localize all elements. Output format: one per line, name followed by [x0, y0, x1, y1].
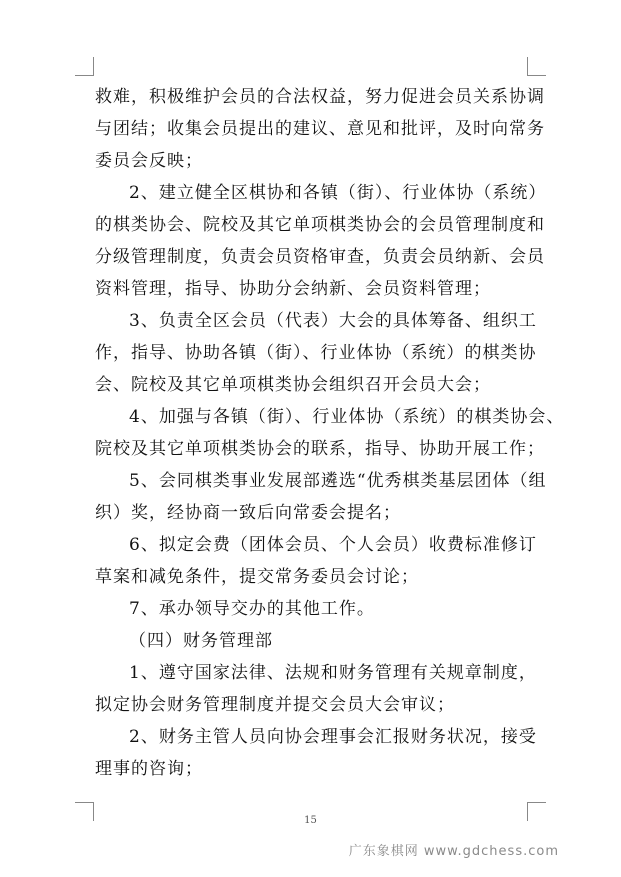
body-text: [95, 81, 565, 785]
text-line: 5、会同棋类事业发展部遴选“优秀棋类基层团体（组: [129, 471, 547, 491]
text-line: 作，指导、协助各镇（街）、行业体协（系统）的棋类协: [95, 343, 537, 363]
text-line: 6、拟定会费（团体会员、个人会员）收费标准修订: [129, 535, 537, 555]
crop-mark-top-left: [75, 57, 94, 76]
page-number: 15: [304, 815, 317, 826]
text-line: 拟定协会财务管理制度并提交会员大会审议；: [95, 695, 455, 715]
text-line: 与团结；收集会员提出的建议、意见和批评，及时向常务: [95, 119, 545, 139]
site-watermark: 广东象棋网 www.gdchess.com: [348, 844, 559, 859]
text-line: 2、建立健全区棋协和各镇（街）、行业体协（系统）: [129, 183, 547, 203]
text-line: 救难，积极维护会员的合法权益，努力促进会员关系协调: [95, 87, 545, 107]
text-line: 会、院校及其它单项棋类协会组织召开会员大会；: [95, 375, 491, 395]
text-line: 理事的咨询；: [95, 759, 203, 779]
text-line: 分级管理制度，负责会员资格审查，负责会员纳新、会员: [95, 247, 545, 267]
text-line: 资料管理，指导、协助分会纳新、会员资料管理；: [95, 279, 491, 299]
text-line: 委员会反映；: [95, 151, 203, 171]
text-line: （四）财务管理部: [129, 631, 273, 651]
text-line: 草案和减免条件，提交常务委员会讨论；: [95, 567, 419, 587]
text-line: 院校及其它单项棋类协会的联系，指导、协助开展工作；: [95, 439, 545, 459]
text-line: 3、负责全区会员（代表）大会的具体筹备、组织工: [129, 311, 537, 331]
text-line: 织）奖，经协商一致后向常委会提名；: [95, 503, 401, 523]
text-line: 2、财务主管人员向协会理事会汇报财务状况，接受: [129, 727, 537, 747]
text-line: 7、承办领导交办的其他工作。: [129, 599, 375, 619]
text-line: 1、遵守国家法律、法规和财务管理有关规章制度，: [129, 663, 537, 683]
crop-mark-top-right: [527, 57, 546, 76]
text-line: 的棋类协会、院校及其它单项棋类协会的会员管理制度和: [95, 215, 545, 235]
text-line: 4、加强与各镇（街）、行业体协（系统）的棋类协会、: [129, 407, 565, 427]
